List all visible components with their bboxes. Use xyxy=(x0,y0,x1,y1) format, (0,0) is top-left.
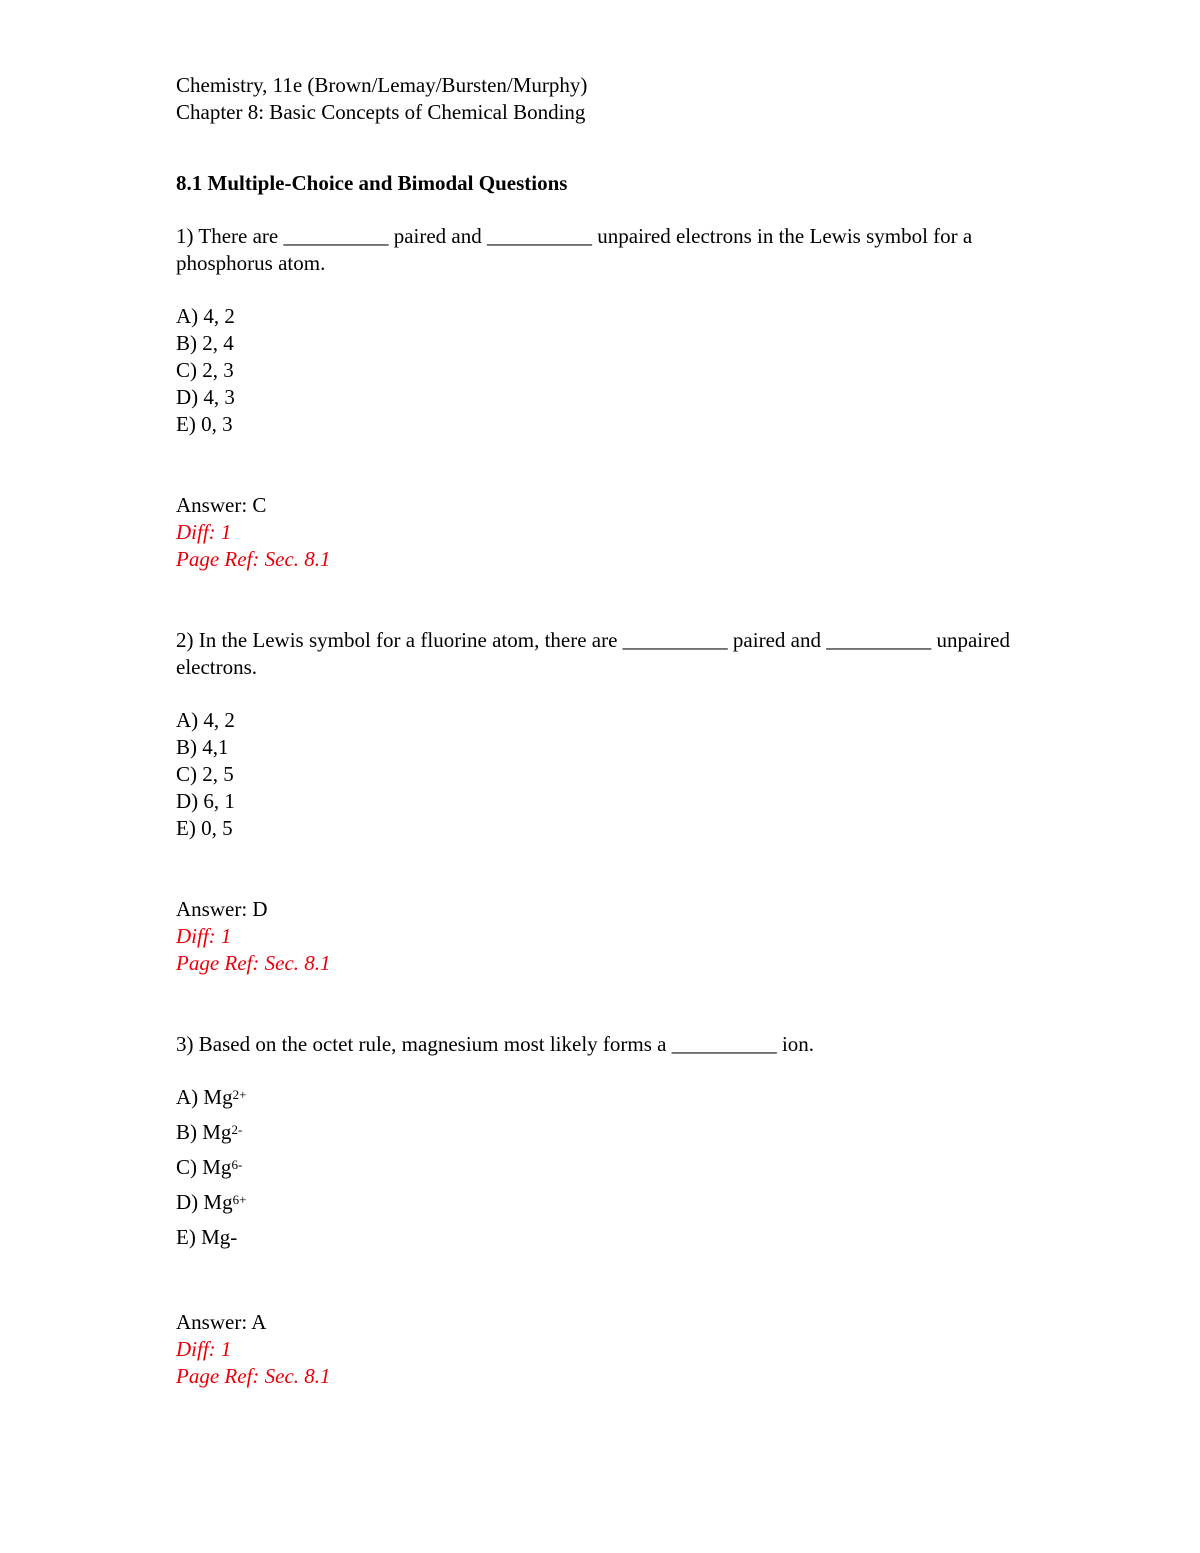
question-stem: 1) There are __________ paired and __________ unpaired electrons in the Lewis symbol for a phosphorus atom. xyxy=(176,224,973,275)
option-e xyxy=(176,1220,1056,1255)
charge-superscript: 2- xyxy=(231,1122,243,1137)
chapter-title: Chapter 8: Basic Concepts of Chemical Bonding xyxy=(176,100,586,124)
option-label: E) Mg- xyxy=(176,1225,238,1249)
option-list xyxy=(176,303,1056,438)
charge-superscript: 6- xyxy=(231,1157,243,1172)
charge-superscript: 6+ xyxy=(232,1192,247,1207)
page-ref: Page Ref: Sec. 8.1 xyxy=(176,1364,331,1388)
answer: Answer: C xyxy=(176,493,267,517)
question-stem: 3) Based on the octet rule, magnesium most likely forms a __________ ion. xyxy=(176,1032,815,1056)
question-2 xyxy=(176,627,1056,977)
book-title: Chemistry, 11e (Brown/Lemay/Bursten/Murphy) xyxy=(176,73,588,97)
option-label: D) Mg xyxy=(176,1190,233,1214)
option-a: A) 4, 2 xyxy=(176,304,235,328)
difficulty: Diff: 1 xyxy=(176,520,232,544)
option-label: C) Mg xyxy=(176,1155,232,1179)
option-b xyxy=(176,1115,1056,1150)
option-label: B) Mg xyxy=(176,1120,232,1144)
option-d xyxy=(176,1185,1056,1220)
option-a xyxy=(176,1080,1056,1115)
option-a: A) 4, 2 xyxy=(176,708,235,732)
answer: Answer: A xyxy=(176,1310,267,1334)
option-c xyxy=(176,1150,1056,1185)
answer-block xyxy=(176,492,1056,573)
difficulty: Diff: 1 xyxy=(176,924,232,948)
option-d: D) 4, 3 xyxy=(176,385,235,409)
option-c: C) 2, 5 xyxy=(176,762,234,786)
page-ref: Page Ref: Sec. 8.1 xyxy=(176,547,331,571)
section-title: 8.1 Multiple-Choice and Bimodal Questions xyxy=(176,171,568,195)
page-content xyxy=(176,72,1056,1390)
option-label: A) Mg xyxy=(176,1085,233,1109)
charge-superscript: 2+ xyxy=(232,1087,247,1102)
answer-block xyxy=(176,896,1056,977)
question-1 xyxy=(176,223,1056,573)
question-3 xyxy=(176,1031,1056,1390)
option-d: D) 6, 1 xyxy=(176,789,235,813)
option-b: B) 4,1 xyxy=(176,735,229,759)
question-stem: 2) In the Lewis symbol for a fluorine atom, there are __________ paired and __________ unpaired electrons. xyxy=(176,628,1010,679)
option-c: C) 2, 3 xyxy=(176,358,234,382)
option-e: E) 0, 3 xyxy=(176,412,233,436)
option-b: B) 2, 4 xyxy=(176,331,234,355)
answer: Answer: D xyxy=(176,897,268,921)
difficulty: Diff: 1 xyxy=(176,1337,232,1361)
page-ref: Page Ref: Sec. 8.1 xyxy=(176,951,331,975)
option-list xyxy=(176,707,1056,842)
option-e: E) 0, 5 xyxy=(176,816,233,840)
answer-block xyxy=(176,1309,1056,1390)
option-list xyxy=(176,1080,1056,1255)
